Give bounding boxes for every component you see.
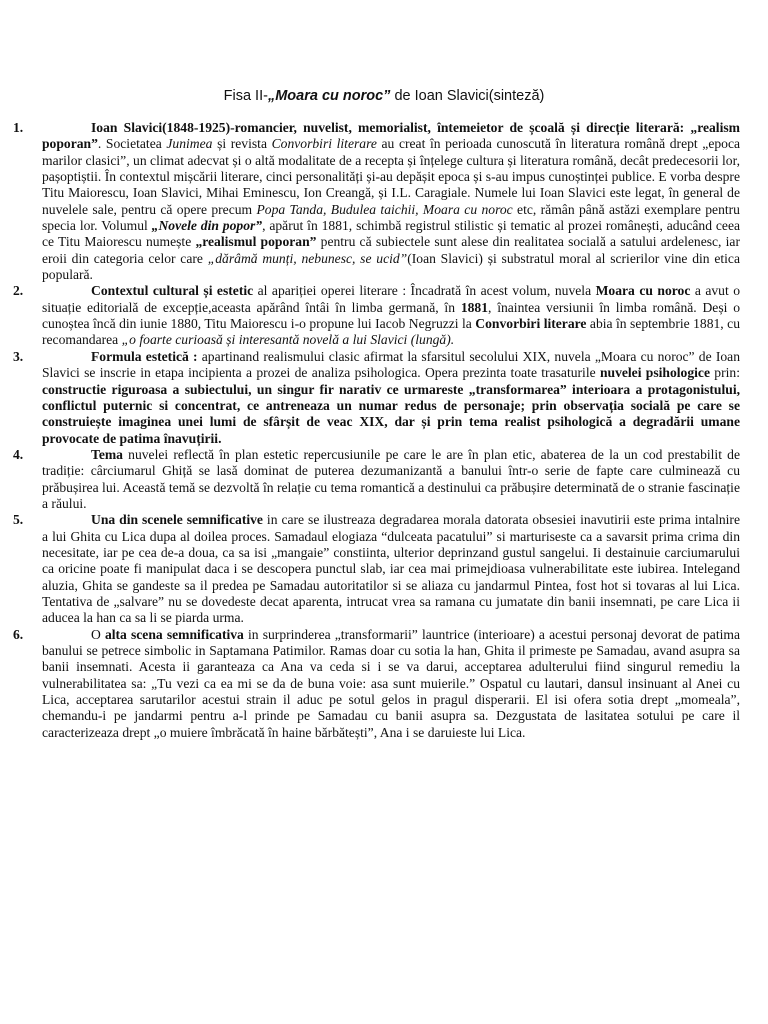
text-run: in surprinderea „transformarii” launtrice (interioare) a acestui personaj devorat de patima banului se petrece simbolic in Saptamana Patimilor. Ramas doar cu sotia la han, Ghita il primeste pe Samadau, avand asupra sa banii insemnati. Acesta ii garanteaza ca Ana va ceda si i se va darui, acceptarea adulterului fiind singurul remediu la vulnerabilitatea sa: „Tu vezi ca ea mi se da de buna voie: asa sunt muierile.” Ospatul cu lautari, dansul insinuant al Anei cu Lica, acceptarea sarutarilor acestui strain il aduc pe sotul gelos in pragul disperarii. El isi ofera sotia drept „momeala”, chemandu-i pe jandarmi pentru a-l prinde pe Samadau cu banii asupra sa. Dezgustata de lasitatea sotului pe care il caracterizeaza drept „o muiere îmbrăcată în haine bărbătești”, Ana i se daruieste lui Lica.	[42, 626, 740, 740]
text-run: al apariției operei literare : Încadrată în acest volum, nuvela	[253, 283, 596, 299]
text-run: Contextul cultural și estetic	[91, 283, 254, 299]
section-paragraph	[42, 627, 740, 741]
text-run: a avut o situație editorială de excepție,aceasta apărând întâi în limba germană, în	[42, 283, 741, 315]
text-run: nuvelei psihologice	[599, 365, 710, 381]
title-suffix: de Ioan Slavici(sinteză)	[390, 88, 545, 104]
text-run: „dărâmă munți, nebunesc, se ucid”	[207, 250, 408, 266]
text-run: Una din scenele semnificative	[91, 512, 263, 528]
section-paragraph	[42, 512, 740, 626]
text-run: alta scena semnificativa	[104, 626, 244, 642]
section-list	[0, 120, 768, 741]
text-run: nuvelei reflectă în plan estetic repercusiunile pe care le are în plan etic, abaterea de la un cod prestabilit de tradiție: cârciumarul Ghiță se lasă dominat de puterea dezumanizantă a banului într-o serie de fapte care culminează cu prăbușirea lui. Această temă se dezvoltă în relație cu tema romantică a destinului ca prăbușire determinată de o stranie fascinație a răului.	[42, 446, 740, 511]
text-run: 1881	[460, 299, 488, 315]
text-run: Popa Tanda, Budulea taichii, Moara cu noroc	[256, 201, 513, 217]
section-paragraph	[42, 283, 740, 348]
text-run: Ioan Slavici	[91, 120, 163, 135]
text-run: Formula estetică :	[91, 348, 198, 364]
text-run: , apărut în 1881, schimbă registrul stilistic și tematic al prozei românești, aducând ceea ce Titu Maiorescu numește	[42, 218, 741, 250]
section-item	[0, 283, 768, 348]
section-item	[0, 447, 768, 512]
section-number: 3.	[13, 348, 24, 364]
text-run: abia în septembrie 1881, cu recomandarea	[42, 316, 740, 348]
text-run: Junimea	[166, 136, 213, 152]
title-prefix: Fisa II-	[223, 88, 268, 104]
text-run: , înaintea versiunii în limba română. Deși o cunoștea încă din iunie 1880, Titu Maiorescu i-o propune lui Iacob Negruzzi la	[42, 299, 740, 332]
text-run: „Novele din popor”	[151, 218, 263, 234]
text-run: etc, rămân până astăzi exemplare pentru specia lor. Volumul	[42, 201, 740, 234]
section-paragraph	[42, 120, 740, 283]
section-paragraph	[42, 447, 740, 512]
section-number: 2.	[13, 283, 24, 299]
text-run: O	[91, 626, 105, 642]
text-run: pentru că subiectele sunt alese din realitatea socială a satului ardelenesc, iar eroii din categoria celor care	[42, 234, 740, 266]
text-run: Moara cu noroc	[595, 283, 691, 299]
text-run: „o foarte curioasă și interesantă novelă a lui Slavici (lungă).	[121, 332, 455, 348]
section-number: 1.	[13, 120, 24, 135]
text-run: Tema	[91, 446, 123, 462]
text-run: (Ioan Slavici) și substratul moral al scrierilor vine din etica populară.	[42, 250, 740, 283]
section-number: 5.	[13, 512, 24, 528]
text-run: in care se ilustreaza degradarea morala datorata obsesiei inavutirii este prima intalnire a lui Ghita cu Lica dupa al doilea proces. Samadaul elogiaza “dulceata pacatului” si marturiseste ca a savarsit prima crima din necesitate, iar pe cea de-a doua, ca sa isi „mangaie” constiinta, ulterior deprinzand gustul sangelui. Ii destainuie carciumarului ca oricine poate fi manipulat daca i se descopera punctul slab, iar cea mai primejdioasa vulnerabilitate este iubirea. Intelegand aluzia, Ghita se gandeste sa il predea pe Samadau autoritatilor si se aliaza cu jandarmul Pintea, fost hot si tovaras al lui Lica. Tentativa de „salvare” nu se dovedeste decat aparenta, intrucat vrea sa ramana cu jumatate din banii insemnati, pe care Lica ii aducea la han ca sa li se piarda urma.	[42, 512, 740, 626]
text-run: au creat în perioada cunoscută în literatura română drept „epoca marilor clasici”, un climat adecvat și o altă modalitate de a recepta și înțelege cultura și literatura română, decât predecesorii lor, pașoptiștii. În contextul mișcării literare, cinci personalități și-au depășit epoca și s-au impus cunoștinței publice. E vorba despre Titu Maiorescu, Ioan Slavici, Mihai Eminescu, Ion Creangă, și I.L. Caragiale. Numele lui Ioan Slavici este legat, în general de nuvelele sale, pentru că opere precum	[42, 136, 741, 217]
text-run: Convorbiri literare	[475, 316, 587, 332]
section-item	[0, 512, 768, 626]
text-run: apartinand realismului clasic afirmat la sfarsitul secolului XIX, nuvela „Moara cu noroc” de Ioan Slavici se inscrie in etapa incipienta a prozei de analiza psihologica. Opera prezinta toate trasaturile	[42, 348, 740, 381]
text-run: „realism poporan”	[42, 120, 740, 152]
title-work: „Moara cu noroc”	[267, 88, 391, 104]
document-title	[0, 88, 768, 104]
text-run: . Societatea	[97, 136, 167, 152]
section-number: 4.	[13, 446, 24, 462]
text-run: Convorbiri literare	[271, 136, 377, 152]
text-run: prin:	[710, 365, 740, 381]
text-run: și revista	[212, 136, 272, 152]
section-number: 6.	[13, 626, 24, 642]
section-paragraph	[42, 349, 740, 447]
section-item	[0, 349, 768, 447]
section-item	[0, 627, 768, 741]
text-run: constructie riguroasa a subiectului, un singur fir narativ ce urmareste „transformarea” interioara a protagonistului, conflictul puternic si concentrat, ce antreneaza un numar redus de personaje; prin observația socială pe care se construiește imaginea unei lumi de sfârșit de veac XIX, dar și prin tema realist psihologică a degradării umane provocate de patima înavuțirii.	[42, 381, 740, 446]
section-item	[0, 120, 768, 283]
text-run: „realismul poporan”	[195, 234, 317, 250]
text-run: (1848-1925)-romancier, nuvelist, memorialist, întemeietor de școală și direcție literară:	[162, 120, 691, 135]
